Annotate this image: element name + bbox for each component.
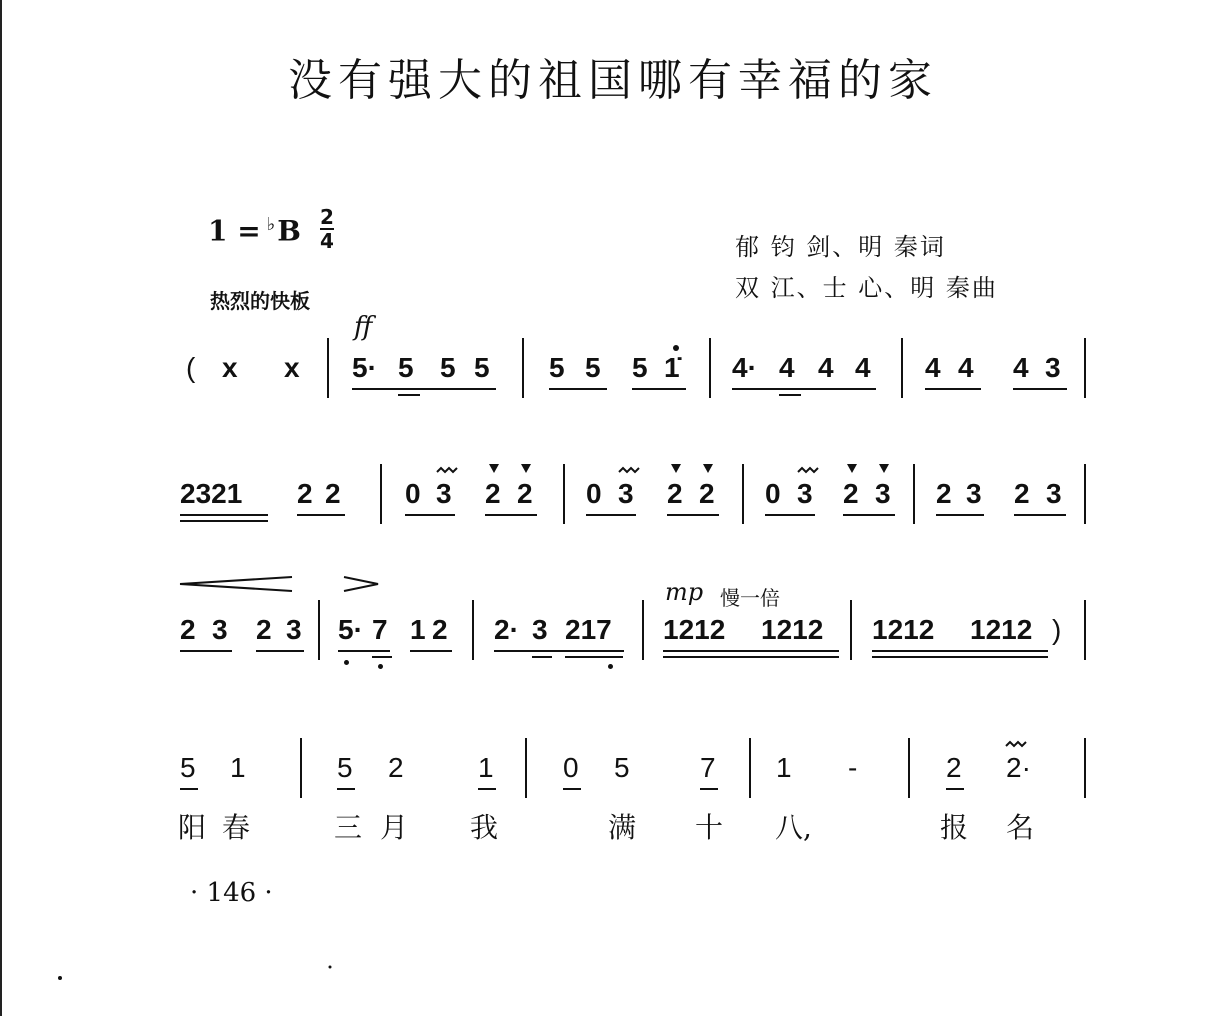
note: 3 [1045,352,1061,383]
note: 5 [337,752,353,783]
note: 2 [517,478,533,509]
note: 3 [618,478,634,509]
note: 0 [563,752,579,783]
note: 2 [388,752,404,783]
rest-dash: - [848,752,858,783]
note: 1212 [872,614,935,645]
note: 2· [494,614,519,645]
mordent-icon [798,468,818,472]
note: 4 [855,352,871,383]
lyric-char: 春 [222,811,251,844]
mordent-icon [1006,742,1026,746]
lyric-char: 月 [380,811,409,844]
lyric-char: 三 [334,811,363,844]
note: 1̇ [664,352,680,383]
close-paren: ) [1052,614,1062,645]
key-prefix: 1 = [208,214,261,248]
upper-octave-dot [673,345,679,351]
note: 3 [532,614,548,645]
note: 2 [667,478,683,509]
note: 5 [614,752,630,783]
note: 4 [925,352,941,383]
lyric-char: 阳 [178,811,207,844]
note: 5 [180,752,196,783]
lyric-char: 报 [940,811,969,844]
note: 2 [699,478,715,509]
note: 5 [585,352,601,383]
note: x [222,352,238,383]
accent-icon [703,464,713,473]
mezzo-piano-marking: mp [665,578,704,606]
note: 5 [440,352,456,383]
note: 2 [325,478,341,509]
note: 4· [732,352,757,383]
note: ( [186,352,196,383]
note: 7 [700,752,716,783]
note: 3 [286,614,302,645]
note: 2321 [180,478,243,509]
note: x [284,352,300,383]
time-signature-bottom: 4 [320,229,334,253]
note: 7 [372,614,388,645]
note: 4 [958,352,974,383]
note: 2· [1006,752,1031,783]
note: 2 [1014,478,1030,509]
note: 1212 [970,614,1033,645]
note: 5· [338,614,363,645]
note: 3 [436,478,452,509]
note: 1 [230,752,246,783]
note: 3 [966,478,982,509]
key-note: B [277,214,301,248]
note: 2 [485,478,501,509]
note: 2 [256,614,272,645]
note: 3 [875,478,891,509]
note: 2 [432,614,448,645]
note: 4 [1013,352,1029,383]
note: 3 [212,614,228,645]
note: 0 [405,478,421,509]
note: 4 [818,352,834,383]
note: 2 [180,614,196,645]
flat-icon: ♭ [266,214,276,235]
accent-icon [879,464,889,473]
note: 2 [936,478,952,509]
note: 0 [586,478,602,509]
note: 0 [765,478,781,509]
slow-down-marking: 慢一倍 [720,586,780,610]
lyric-char: 十 [695,811,724,844]
page-speck [329,966,332,969]
accent-icon [671,464,681,473]
note: 2 [946,752,962,783]
note: 5· [352,352,377,383]
note: 1 [478,752,494,783]
fortissimo-marking: ff [354,312,373,342]
note: 1212 [663,614,726,645]
note: 5 [549,352,565,383]
crescendo-hairpin [180,584,292,591]
composer-credit: 双 江、士 心、明 秦曲 [735,274,998,302]
note: 5 [474,352,490,383]
song-title: 没有强大的祖国哪有幸福的家 [288,55,938,106]
note: 5 [398,352,414,383]
note: 3 [797,478,813,509]
note: 1212 [761,614,824,645]
time-signature-top: 2 [320,205,334,229]
accent-icon [489,464,499,473]
mordent-icon [437,468,457,472]
lyric-char: 八, [775,811,812,844]
decrescendo-hairpin [344,577,378,591]
page-number: · 146 · [190,878,273,908]
lyric-char: 我 [470,811,499,844]
note: 217 [565,614,612,645]
note: 1 [776,752,792,783]
note: 3 [1046,478,1062,509]
page-speck [58,976,62,980]
note: 2 [843,478,859,509]
mordent-icon [619,468,639,472]
accent-icon [847,464,857,473]
lyricist-credit: 郁 钧 剑、明 秦词 [735,233,946,261]
tempo-marking: 热烈的快板 [210,289,310,313]
accent-icon [521,464,531,473]
note: 2 [297,478,313,509]
note: 5 [632,352,648,383]
lyric-char: 满 [608,811,637,844]
note: 1 [410,614,426,645]
crescendo-hairpin [180,577,292,584]
lyric-char: 名 [1006,811,1035,844]
note: 4 [779,352,795,383]
